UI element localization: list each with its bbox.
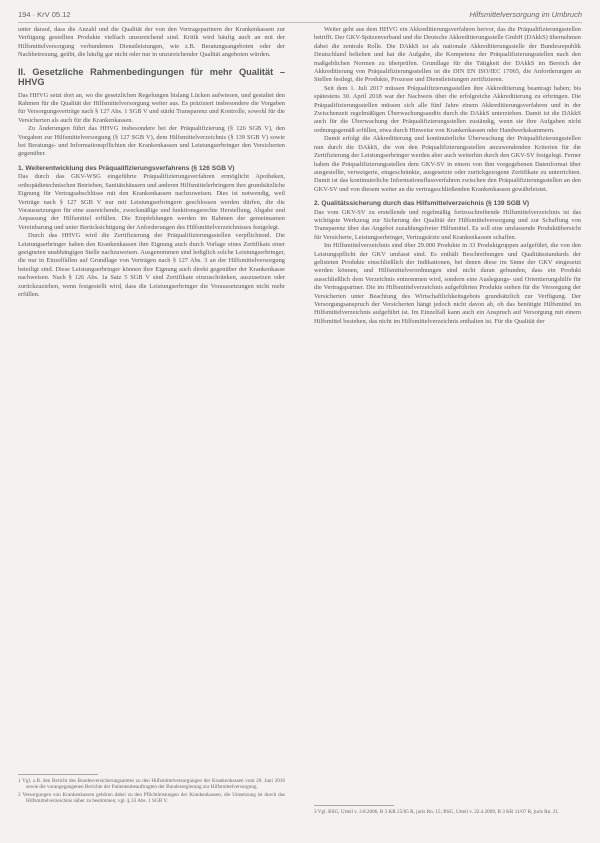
body-paragraph: Damit erfolgt die Akkreditierung und kontinuierliche Überwachung der Präqualifizierungsstellen nun durch die DAkkS, die von den Präqualifizierungsstellen anzuwendenden Kriterien für die Zertifizierung der Leistungserbringer werden aber auch weiterhin durch den GKV-SV festgelegt. Ferner haben die Präqualifizierungsstellen dem GKV-SV in einem von ihm vorgegebenen Datenformat über ausgestellte, verweigerte, eingeschränkte, ausgesetzte oder zurückgezogene Zertifikate zu unterrichten. Damit ist das kontinuierliche Informationsflussverfahren zwischen den Präqualifizierungsstellen an den GKV-SV und von diesem weiter an die vertragsschließenden Krankenkassen gewährleistet. — [314, 135, 581, 193]
footnote-divider — [18, 774, 98, 775]
footnote: 2 Versorgungen von Krankenkassen gehören dabei zu den Pflichtleistungen der Krankenkassen, die Umsetzung ist durch das Hilfsmittelverzeichnis näher zu bestimmen; vgl. § 33 Abs. 1 SGB V. — [18, 791, 285, 805]
body-paragraph: Das durch das GKV-WSG eingeführte Präqualifizierungsverfahren ermöglicht Apotheken, orthopädietechnischen Betrieben, Sanitätshäusern und anderen Hilfsmittelerbringern ihre grundsätzliche Eignung für Vertragsabschlüsse mit den Krankenkassen nachzuweisen. Dies ist notwendig, weil Verträge nach § 127 SGB V nur mit Leistungserbringern geschlossen werden dürfen, die die Voraussetzungen für eine ausreichende, zweckmäßige und funktionsgerechte Herstellung, Abgabe und Anpassung der Hilfsmittel erfüllen. Die Empfehlungen werden im Rahmen der gemeinsamen Vereinbarung und unter Berücksichtigung der Anforderungen des Hilfsmittelverzeichnisses festgelegt. — [18, 173, 285, 231]
right-column — [314, 26, 581, 326]
page-header — [18, 10, 582, 23]
left-column — [18, 26, 285, 299]
body-paragraph: Seit dem 1. Juli 2017 müssen Präqualifizierungsstellen ihre Akkreditierung beantragt haben; bis spätestens 30. April 2018 war der Nachweis über die erfolgreiche Akkreditierung zu erbringen. Die Präqualifizierungsstellen müssen sich alle fünf Jahre einem Akkreditierungsverfahren und in der Zwischenzeit regelmäßigen Überwachungsaudits durch die DAkkS unterziehen. Damit ist die DAkkS auch für die Überwachung der Präqualifizierungsstellen zuständig, wenn sie ihre Aufgaben nicht ordnungsgemäß erfüllen, etwa durch Hinweise von Krankenkassen oder Handwerkskammern. — [314, 84, 581, 134]
body-paragraph: Das vom GKV-SV zu erstellende und regelmäßig fortzuschreibende Hilfsmittelverzeichnis ist das wichtigste Werkzeug zur Sicherung der Qualität der Hilfsmittelversorgung und zur Schaffung von Transparenz über das Angebot zuzahlungsfreier Hilfsmittel. Es soll eine umfassende Produktübersicht für Versicherte, Leistungserbringer, Vertragsärzte und Krankenkassen schaffen. — [314, 208, 581, 241]
body-paragraph: Im Hilfsmittelverzeichnis sind über 29.000 Produkte in 33 Produktgruppen aufgeführt, die von den Leistungspflicht der GKV umfasst sind. Es enthält Beschreibungen und Qualitätsstandards der gelisteten Produkte einschließlich der Indikationen, bei denen diese im Sinne der GKV eingesetzt werden können, und Hilfsmittelverordnungen sind nicht daran gebunden, dass ein Produkt ausschließlich dem Verzeichnis entnommen wird, sondern eine Auslegungs- und Orientierungshilfe für die Vertragspartner. Die im Hilfsmittelverzeichnis aufgeführten Produkte stehen für die Versorgung der Versicherten unter Beachtung des Wirtschaftlichkeitsgebots grundsätzlich zur Verfügung. Der Versorgungsanspruch der Versicherten hängt jedoch nicht davon ab, ob das benötigte Hilfsmittel im Hilfsmittelverzeichnis aufgeführt ist. Im Einzelfall kann auch ein Anspruch auf Versorgung mit einem Hilfsmittel bestehen, das nicht im Hilfsmittelverzeichnis enthalten ist. Für die Qualität der — [314, 242, 581, 325]
subsection-heading: 1. Weiterentwicklung des Präqualifizierungsverfahrens (§ 126 SGB V) — [18, 164, 235, 172]
footnotes-left — [18, 774, 285, 806]
footnotes-right — [314, 805, 581, 816]
running-title: Hilfsmittelversorgung im Umbruch — [469, 10, 582, 19]
footnote: 3 Vgl. BSG, Urteil v. 3.8.2006, B 3 KR 25/05 R, juris Rn. 15; BSG, Urteil v. 22.4.2009, B 3 KR 11/07 R, juris Rn. 21. — [314, 809, 560, 815]
footnote-divider — [314, 805, 394, 806]
page-reference: 194 · KrV 05.12 — [18, 10, 71, 19]
section-paragraph: Das HHVG setzt dort an, wo die gesetzlichen Regelungen bislang Lücken aufwiesen, und gestaltet den Rahmen für die Qualität der Hilfsmittelversorgung weiter aus. Es präzisiert insbesondere die Vorgaben für Versorgungsverträge nach § 127 Abs. 1 SGB V und stärkt Transparenz und Kontrolle, sowohl für die Versicherten als auch für die Krankenkassen. — [18, 91, 285, 124]
intro-paragraph: unter darauf, dass die Anzahl und die Qualität der von den Vertragspartnern der Krankenkassen zur Verfügung gestellten Produkte vielfach unzureichend sind. Kritik wird häufig auch an mit der Hilfsmittelversorgung verbundenen Dienstleistungen, wie z.B. Beratungsangeboten oder der Nachbetreuung, geübt, die häufig gar nicht oder nur in unzureichender Qualität angeboten würden. — [18, 26, 285, 59]
footnote: 1 Vgl. z.B. den Bericht des Bundesversicherungsamtes zu den Hilfsmittelversorgungen der Krankenkassen vom 20. Juni 2016 sowie die vorangegangenen Berichte der Patientenbeauftragten der Bundesregierung zur Hilfsmittelversorgung. — [18, 778, 285, 791]
body-paragraph: Durch das HHVG wird die Zertifizierung der Präqualifizierungsstellen verpflichtend. Die Leistungserbringer haben den Krankenkassen ihre Eignung auch durch Vorlage eines Zertifikats einer geeigneten unabhängigen Stelle nachzuweisen. Ausgenommen sind lediglich solche Leistungserbringer, die nur in Einzelfällen auf Grundlage von Verträgen nach § 127 Abs. 3 an der Hilfsmittelversorgung beteiligt sind. Diese Leistungserbringer können ihre Eignung auch direkt gegenüber der Krankenkasse nachweisen. Nach § 126 Abs. 1a Satz 5 SGB V sind Zertifikate einzuschränken, auszusetzen oder zurückzuziehen, wenn festgestellt wird, dass die Leistungserbringer die Voraussetzungen nicht mehr erfüllen. — [18, 232, 285, 298]
body-paragraph: Weiter geht aus dem HHVG ein Akkreditierungsverfahren hervor, das die Präqualifizierungsstellen betrifft. Der GKV-Spitzenverband und die Deutsche Akkreditierungsstelle GmbH (DAkkS) übernehmen dabei die zentrale Rolle. Die DAkkS ist als nationale Akkreditierungsstelle der Bundesrepublik Deutschland beliehen und hat die Aufgabe, die Kompetenz der Präqualifizierungsstellen nach den maßgeblichen Normen zu überprüfen. Grundlage für die Tätigkeit der DAkkS im Bereich der Akkreditierung von Präqualifizierungsstellen ist die DIN EN ISO/IEC 17065, die Anforderungen an Stellen festlegt, die Produkte, Prozesse und Dienstleistungen zertifizieren. — [314, 26, 581, 84]
section-paragraph: Zu Änderungen führt das HHVG insbesondere bei der Präqualifizierung (§ 126 SGB V), den Vorgaben zur Hilfsmittelversorgung (§ 127 SGB V), dem Hilfsmittelverzeichnis (§ 139 SGB V) sowie bei Beratungs- und Informationspflichten der Krankenkassen und Leistungserbringer den Versicherten gegenüber. — [18, 125, 285, 158]
section-heading: II. Gesetzliche Rahmenbedingungen für mehr Qualität – HHVG — [18, 66, 285, 88]
subsection-heading: 2. Qualitätssicherung durch das Hilfsmittelverzeichnis (§ 139 SGB V) — [314, 200, 530, 208]
